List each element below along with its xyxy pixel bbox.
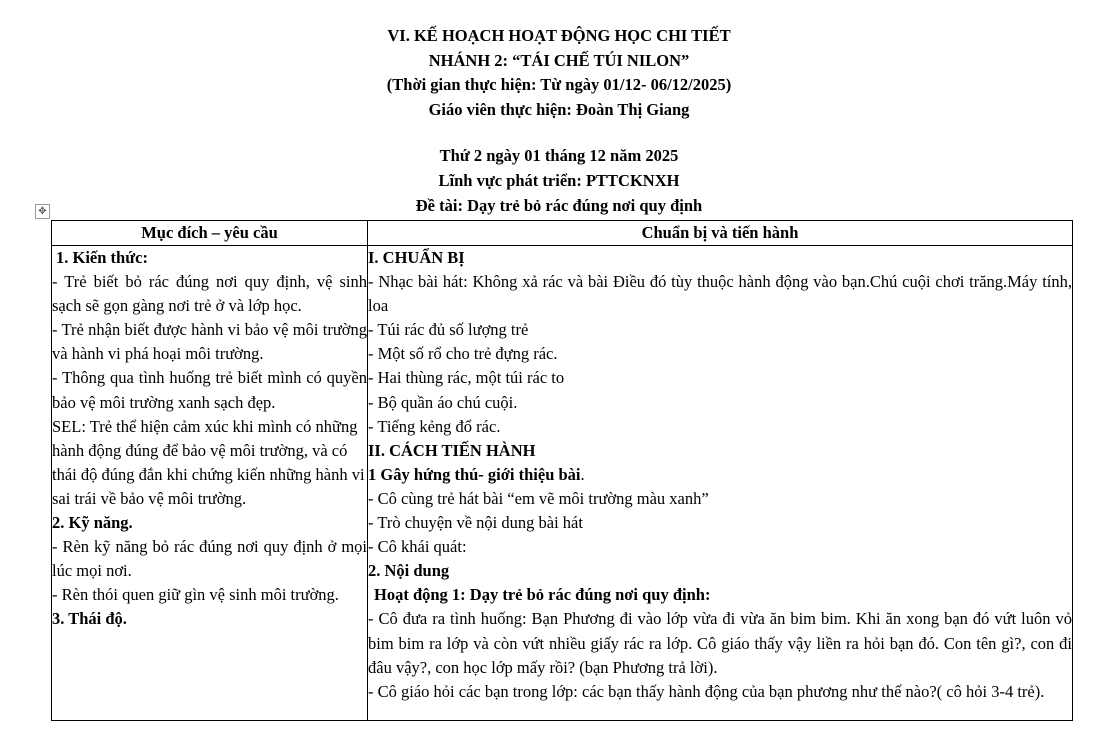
- intro-heading: [368, 463, 1072, 487]
- lesson-date: Thứ 2 ngày 01 tháng 12 năm 2025: [439, 146, 679, 166]
- knowledge-heading: 1. Kiến thức:: [56, 248, 148, 267]
- activity-item: - Cô giáo hỏi các bạn trong lớp: các bạn thấy hành động của bạn phương như thế nào?( cô hỏi 3-4 trẻ).: [368, 681, 1045, 701]
- intro-item: - Cô cùng trẻ hát bài “em vẽ môi trường màu xanh”: [368, 488, 709, 508]
- column-header-objectives: Mục đích – yêu cầu: [52, 221, 368, 246]
- document-header: [0, 24, 1118, 218]
- preparation-item: - Hai thùng rác, một túi rác to: [368, 368, 565, 388]
- sel-objective: SEL: Trẻ thể hiện cảm xúc khi mình có những hành động đúng để bảo vệ môi trường, và có thái độ đúng đắn khi chứng kiến những hành vi sai trái về bảo vệ môi trường.: [52, 416, 365, 508]
- activity-item: - Cô đưa ra tình huống: Bạn Phương đi vào lớp vừa đi vừa ăn bim bim. Khi ăn xong bạn đó vứt luôn vỏ bim bim ra lớp và còn vứt nhiều giấy rác ra lớp. Cô giáo thấy vậy liền ra hỏi bạn đó. Con tên gì?, con đi đâu vậy?, con học lớp mấy rồi? (bạn Phương trả lời).: [368, 609, 1072, 677]
- section-title: VI. KẾ HOẠCH HOẠT ĐỘNG HỌC CHI TIẾT: [387, 26, 731, 45]
- preparation-item: - Tiếng kẻng đổ rác.: [368, 416, 501, 436]
- move-cross-icon[interactable]: ✥: [35, 204, 50, 219]
- attitude-heading: 3. Thái độ.: [52, 609, 127, 629]
- lesson-plan-table: [51, 220, 1073, 721]
- knowledge-item: - Trẻ nhận biết được hành vi bảo vệ môi trường và hành vi phá hoại môi trường.: [52, 320, 367, 364]
- intro-heading-dot: .: [580, 464, 585, 484]
- preparation-item: - Túi rác đủ số lượng trẻ: [368, 320, 529, 340]
- table-row: [52, 246, 1073, 721]
- preparation-item: - Nhạc bài hát: Không xả rác và bài Điều đó tùy thuộc hành động vào bạn.Chú cuội chơi trăng.Máy tính, loa: [368, 272, 1072, 316]
- preparation-cell[interactable]: [368, 246, 1073, 721]
- intro-heading-text: 1 Gây hứng thú- giới thiệu bài: [368, 464, 581, 484]
- table-header-row: [52, 221, 1073, 246]
- lesson-topic: Đề tài: Dạy trẻ bỏ rác đúng nơi quy định: [415, 195, 703, 215]
- time-period: (Thời gian thực hiện: Từ ngày 01/12- 06/12/2025): [386, 75, 732, 95]
- knowledge-item: - Trẻ biết bỏ rác đúng nơi quy định, vệ sinh sạch sẽ gọn gàng nơi trẻ ở và lớp học.: [52, 272, 367, 316]
- content-heading: 2. Nội dung: [368, 561, 450, 581]
- preparation-item: - Một số rổ cho trẻ đựng rác.: [368, 344, 558, 364]
- objectives-cell[interactable]: [52, 246, 368, 721]
- column-header-preparation: Chuẩn bị và tiến hành: [368, 221, 1073, 246]
- teacher-name: Giáo viên thực hiện: Đoàn Thị Giang: [428, 99, 690, 119]
- skills-item: - Rèn kỹ năng bỏ rác đúng nơi quy định ở mọi lúc mọi nơi.: [52, 537, 367, 581]
- knowledge-item: - Thông qua tình huống trẻ biết mình có quyền bảo vệ môi trường xanh sạch đẹp.: [52, 368, 367, 412]
- preparation-item: - Bộ quần áo chú cuội.: [368, 392, 518, 412]
- development-area: Lĩnh vực phát triển: PTTCKNXH: [438, 170, 680, 190]
- procedure-heading: II. CÁCH TIẾN HÀNH: [368, 440, 536, 460]
- branch-title: NHÁNH 2: “TÁI CHẾ TÚI NILON”: [428, 50, 690, 70]
- intro-item: - Trò chuyện về nội dung bài hát: [368, 513, 583, 533]
- preparation-heading: I. CHUẨN BỊ: [368, 248, 465, 267]
- skills-heading: 2. Kỹ năng.: [52, 513, 133, 533]
- intro-item: - Cô khái quát:: [368, 537, 467, 557]
- activity-heading: Hoạt động 1: Dạy trẻ bỏ rác đúng nơi quy định:: [374, 585, 711, 605]
- skills-item: - Rèn thói quen giữ gìn vệ sinh môi trường.: [52, 585, 339, 605]
